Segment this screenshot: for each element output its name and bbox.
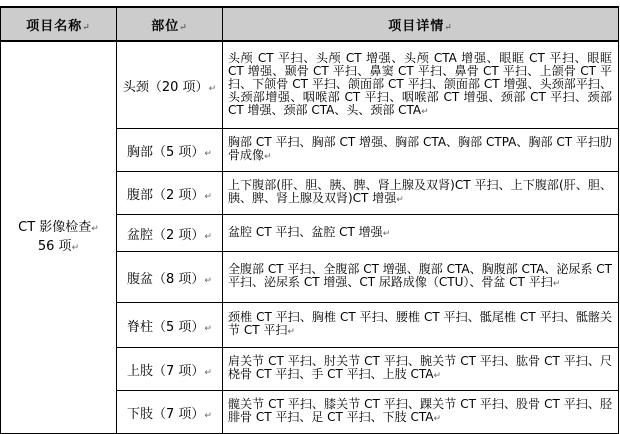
category-line-1: CT 影像检查: [18, 219, 92, 235]
detail-cell: 头颅 CT 平扫、头颅 CT 增强、头颅 CTA 增强、眼眶 CT 平扫、眼眶 CT 增强、颞骨 CT 平扫、鼻窦 CT 平扫、鼻骨 CT 平扫、上颌骨 CT 平扫、下颌骨 CT 平扫、颌面部 CT 平扫、颌面部 CT 增强、头颈部平扫、头颈部增强、咽喉部 CT 平扫、咽喉部 CT 增强、颈部 CT 平扫、颈部 CT 增强、颈部 CTA、头、颈部 CTA↵: [223, 41, 619, 129]
part-cell: 下肢（7 项）↵: [117, 391, 223, 434]
detail-cell: 髋关节 CT 平扫、膝关节 CT 平扫、踝关节 CT 平扫、股骨 CT 平扫、胫腓骨 CT 平扫、足 CT 平扫、下肢 CTA↵: [223, 391, 619, 434]
part-cell: 头颈（20 项）↵: [117, 41, 223, 129]
part-cell: 胸部（5 项）↵: [117, 129, 223, 172]
part-cell: 上肢（7 项）↵: [117, 348, 223, 391]
detail-cell: 全腹部 CT 平扫、全腹部 CT 增强、腹部 CTA、胸腹部 CTA、泌尿系 CT 平扫、泌尿系 CT 增强、CT 尿路成像（CTU）、骨盆 CT 平扫↵: [223, 252, 619, 303]
header-item-name: 项目名称↵: [1, 7, 117, 41]
table-header-row: [1, 7, 619, 41]
part-cell: 脊柱（5 项）↵: [117, 303, 223, 348]
category-line-2: 56 项: [37, 238, 72, 254]
category-cell: CT 影像检查↵ 56 项↵: [1, 41, 117, 434]
detail-cell: 肩关节 CT 平扫、肘关节 CT 平扫、腕关节 CT 平扫、肱骨 CT 平扫、尺桡骨 CT 平扫、手 CT 平扫、上肢 CTA↵: [223, 348, 619, 391]
table-row: [1, 41, 619, 129]
part-cell: 腹部（2 项）↵: [117, 172, 223, 215]
detail-cell: 颈椎 CT 平扫、胸椎 CT 平扫、腰椎 CT 平扫、骶尾椎 CT 平扫、骶髂关节 CT 平扫↵: [223, 303, 619, 348]
header-part: 部位↵: [117, 7, 223, 41]
detail-cell: 上下腹部(肝、胆、胰、脾、肾上腺及双肾)CT 平扫、上下腹部(肝、胆、胰、脾、肾上腺及双肾)CT 增强↵: [223, 172, 619, 215]
detail-cell: 盆腔 CT 平扫、盆腔 CT 增强↵: [223, 215, 619, 252]
ct-items-table: [0, 6, 619, 434]
part-cell: 腹盆（8 项）↵: [117, 252, 223, 303]
detail-cell: 胸部 CT 平扫、胸部 CT 增强、胸部 CTA、胸部 CTPA、胸部 CT 平扫肋骨成像↵: [223, 129, 619, 172]
part-cell: 盆腔（2 项）↵: [117, 215, 223, 252]
header-item-detail: 项目详情↵: [223, 7, 619, 41]
